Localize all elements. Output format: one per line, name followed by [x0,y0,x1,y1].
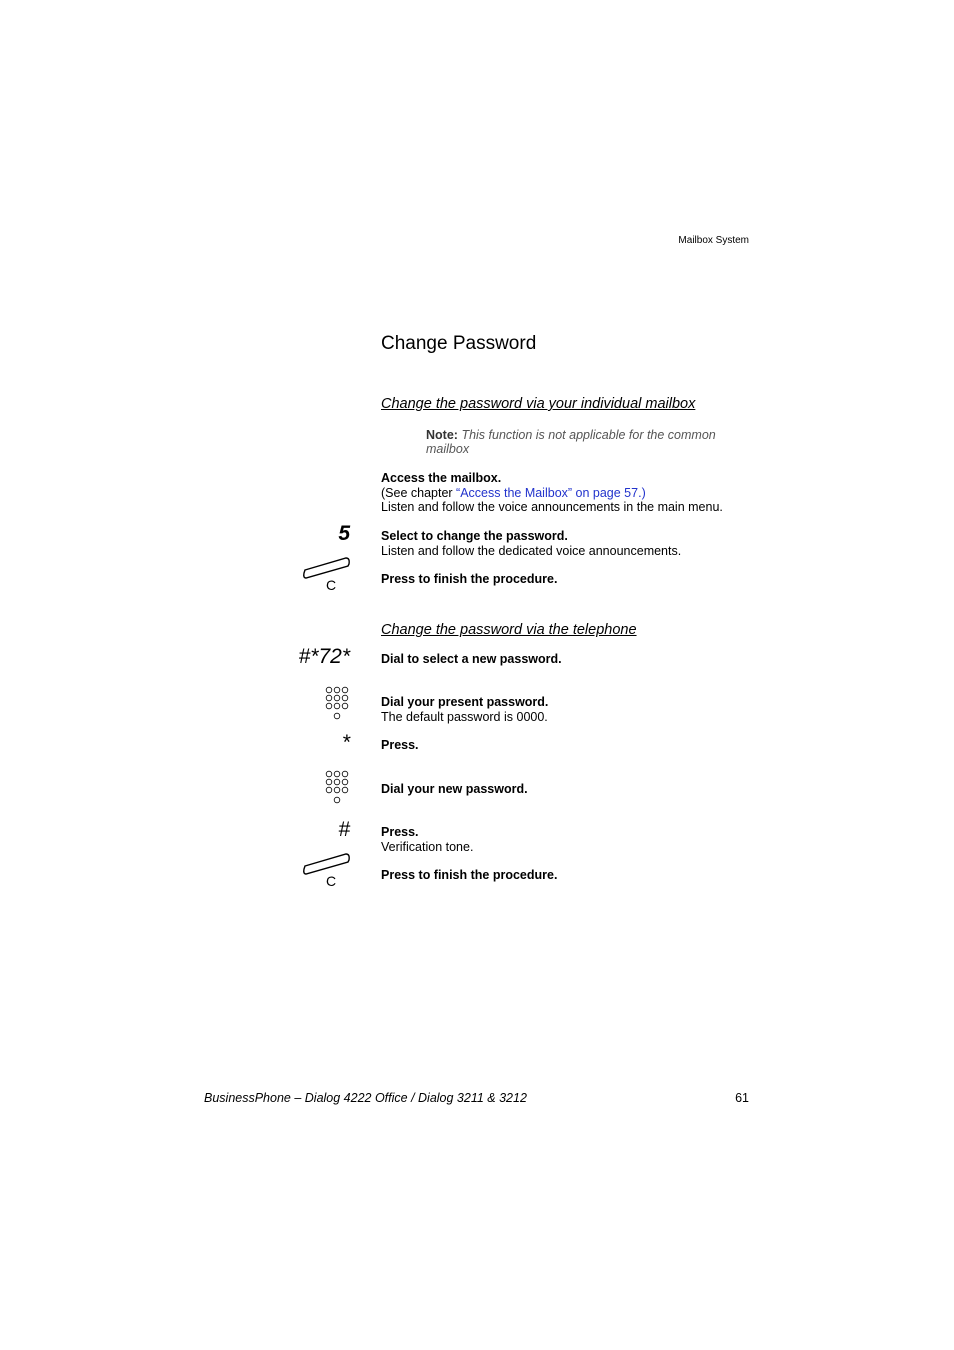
step-desc: The default password is 0000. [381,709,548,724]
step-dial-present [381,695,741,724]
page-number: 61 [735,1091,749,1105]
keypad-icon [324,686,352,722]
step-finish-2: Press to finish the procedure. [381,868,558,882]
step-title: Press. [381,825,419,839]
step-desc: Listen and follow the voice announcements in the main menu. [381,500,723,514]
step-reference: (See chapter “Access the Mailbox” on page 57.) [381,485,646,500]
clear-key-label: C [326,577,337,593]
clear-key-label: C [326,873,337,889]
step-desc: Verification tone. [381,839,474,854]
footer-product: BusinessPhone – Dialog 4222 Office / Dialog 3211 & 3212 [204,1091,527,1105]
section-heading-mailbox: Change the password via your individual mailbox [381,396,696,412]
step-title: Select to change the password. [381,529,568,543]
handset-clear-icon [302,852,352,892]
access-mailbox-link[interactable]: “Access the Mailbox” on page 57 [456,485,639,500]
step-press-star: Press. [381,738,419,752]
note-label: Note: [426,428,458,442]
step-desc: Listen and follow the dedicated voice announcements. [381,543,682,558]
key-sequence-icon: #*72* [298,645,350,668]
step-finish-1: Press to finish the procedure. [381,572,558,586]
section-heading-telephone: Change the password via the telephone [381,622,637,638]
note [426,428,736,456]
note-text: This function is not applicable for the common mailbox [426,428,716,456]
step-title: Dial your present password. [381,695,549,709]
key-5-icon: 5 [338,522,350,545]
page-title: Change Password [381,333,537,354]
star-key-icon: * [341,731,350,754]
step-title: Access the mailbox. [381,471,502,485]
hash-key-icon: # [338,818,350,841]
step-select-change [381,529,741,558]
step-access-mailbox [381,471,741,515]
step-dial-select: Dial to select a new password. [381,652,562,666]
handset-clear-icon [302,556,352,596]
running-header: Mailbox System [678,235,749,246]
step-dial-new: Dial your new password. [381,782,528,796]
step-press-hash [381,825,741,854]
keypad-icon [324,770,352,806]
